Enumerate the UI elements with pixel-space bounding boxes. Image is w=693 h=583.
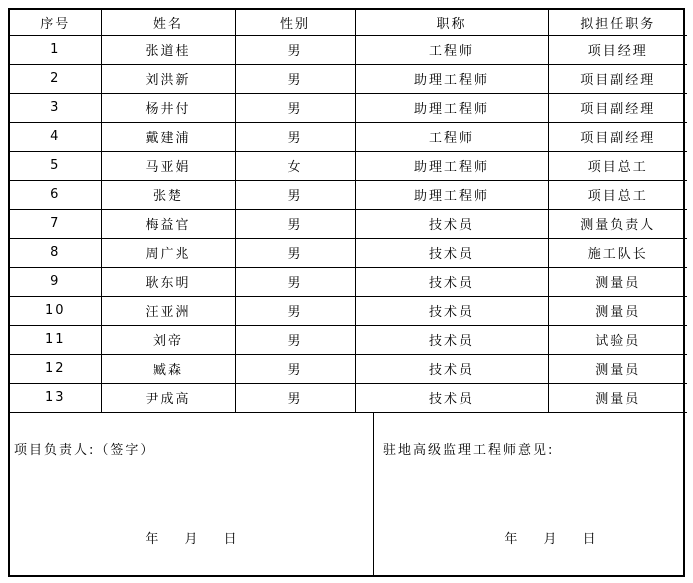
table-row <box>10 383 687 412</box>
cell-gender: 男 <box>235 325 355 354</box>
cell-gender: 男 <box>235 64 355 93</box>
cell-serial-number: 7 <box>10 209 101 238</box>
cell-proposed-position: 项目副经理 <box>548 122 687 151</box>
cell-serial-number: 1 <box>10 35 101 64</box>
cell-name: 刘帝 <box>101 325 235 354</box>
project-leader-signature-cell <box>10 413 374 576</box>
table-row <box>10 180 687 209</box>
cell-serial-number: 5 <box>10 151 101 180</box>
table-row <box>10 93 687 122</box>
cell-proposed-position: 测量负责人 <box>548 209 687 238</box>
cell-job-title: 技术员 <box>355 354 548 383</box>
cell-gender: 男 <box>235 93 355 122</box>
cell-serial-number: 13 <box>10 383 101 412</box>
table-row <box>10 122 687 151</box>
cell-gender: 男 <box>235 180 355 209</box>
table-row <box>10 64 687 93</box>
table-row <box>10 151 687 180</box>
cell-serial-number: 2 <box>10 64 101 93</box>
cell-job-title: 助理工程师 <box>355 151 548 180</box>
cell-proposed-position: 测量员 <box>548 296 687 325</box>
cell-name: 马亚娟 <box>101 151 235 180</box>
cell-gender: 男 <box>235 35 355 64</box>
cell-proposed-position: 施工队长 <box>548 238 687 267</box>
cell-name: 臧森 <box>101 354 235 383</box>
cell-name: 汪亚洲 <box>101 296 235 325</box>
personnel-roster-sheet <box>8 8 685 577</box>
table-row <box>10 209 687 238</box>
personnel-table <box>10 10 687 413</box>
cell-serial-number: 6 <box>10 180 101 209</box>
cell-gender: 男 <box>235 383 355 412</box>
cell-serial-number: 11 <box>10 325 101 354</box>
table-row <box>10 296 687 325</box>
cell-serial-number: 12 <box>10 354 101 383</box>
cell-proposed-position: 测量员 <box>548 354 687 383</box>
table-row <box>10 354 687 383</box>
cell-name: 张楚 <box>101 180 235 209</box>
cell-job-title: 助理工程师 <box>355 64 548 93</box>
cell-job-title: 技术员 <box>355 267 548 296</box>
cell-name: 张道桂 <box>101 35 235 64</box>
cell-gender: 男 <box>235 238 355 267</box>
table-row <box>10 35 687 64</box>
table-row <box>10 325 687 354</box>
cell-name: 戴建浦 <box>101 122 235 151</box>
cell-name: 周广兆 <box>101 238 235 267</box>
table-row <box>10 267 687 296</box>
cell-gender: 男 <box>235 296 355 325</box>
cell-proposed-position: 项目经理 <box>548 35 687 64</box>
cell-serial-number: 4 <box>10 122 101 151</box>
cell-serial-number: 10 <box>10 296 101 325</box>
cell-proposed-position: 项目总工 <box>548 180 687 209</box>
cell-serial-number: 8 <box>10 238 101 267</box>
cell-name: 杨井付 <box>101 93 235 122</box>
cell-job-title: 工程师 <box>355 35 548 64</box>
cell-name: 尹成高 <box>101 383 235 412</box>
cell-gender: 男 <box>235 122 355 151</box>
header-gender: 性别 <box>235 10 355 35</box>
cell-proposed-position: 试验员 <box>548 325 687 354</box>
cell-gender: 女 <box>235 151 355 180</box>
header-name: 姓名 <box>101 10 235 35</box>
supervisor-opinion-cell <box>374 413 683 576</box>
cell-job-title: 技术员 <box>355 296 548 325</box>
cell-serial-number: 3 <box>10 93 101 122</box>
right-date-line: 年 月 日 <box>504 532 597 547</box>
cell-job-title: 工程师 <box>355 122 548 151</box>
cell-proposed-position: 测量员 <box>548 267 687 296</box>
roster-body <box>10 35 687 412</box>
cell-gender: 男 <box>235 209 355 238</box>
cell-job-title: 助理工程师 <box>355 180 548 209</box>
table-row <box>10 238 687 267</box>
cell-proposed-position: 项目副经理 <box>548 64 687 93</box>
cell-job-title: 技术员 <box>355 238 548 267</box>
cell-name: 耿东明 <box>101 267 235 296</box>
header-serial-number: 序号 <box>10 10 101 35</box>
supervisor-opinion-label: 驻地高级监理工程师意见: <box>383 442 555 458</box>
cell-job-title: 技术员 <box>355 383 548 412</box>
cell-name: 梅益官 <box>101 209 235 238</box>
cell-gender: 男 <box>235 354 355 383</box>
cell-job-title: 技术员 <box>355 325 548 354</box>
header-row <box>10 10 687 35</box>
left-date-line: 年 月 日 <box>145 532 238 547</box>
signature-section <box>10 413 683 576</box>
cell-proposed-position: 测量员 <box>548 383 687 412</box>
cell-proposed-position: 项目总工 <box>548 151 687 180</box>
cell-proposed-position: 项目副经理 <box>548 93 687 122</box>
cell-name: 刘洪新 <box>101 64 235 93</box>
cell-job-title: 技术员 <box>355 209 548 238</box>
cell-job-title: 助理工程师 <box>355 93 548 122</box>
cell-gender: 男 <box>235 267 355 296</box>
header-proposed-position: 拟担任职务 <box>548 10 687 35</box>
cell-serial-number: 9 <box>10 267 101 296</box>
header-job-title: 职称 <box>355 10 548 35</box>
project-leader-label: 项目负责人:（签字） <box>14 442 156 458</box>
